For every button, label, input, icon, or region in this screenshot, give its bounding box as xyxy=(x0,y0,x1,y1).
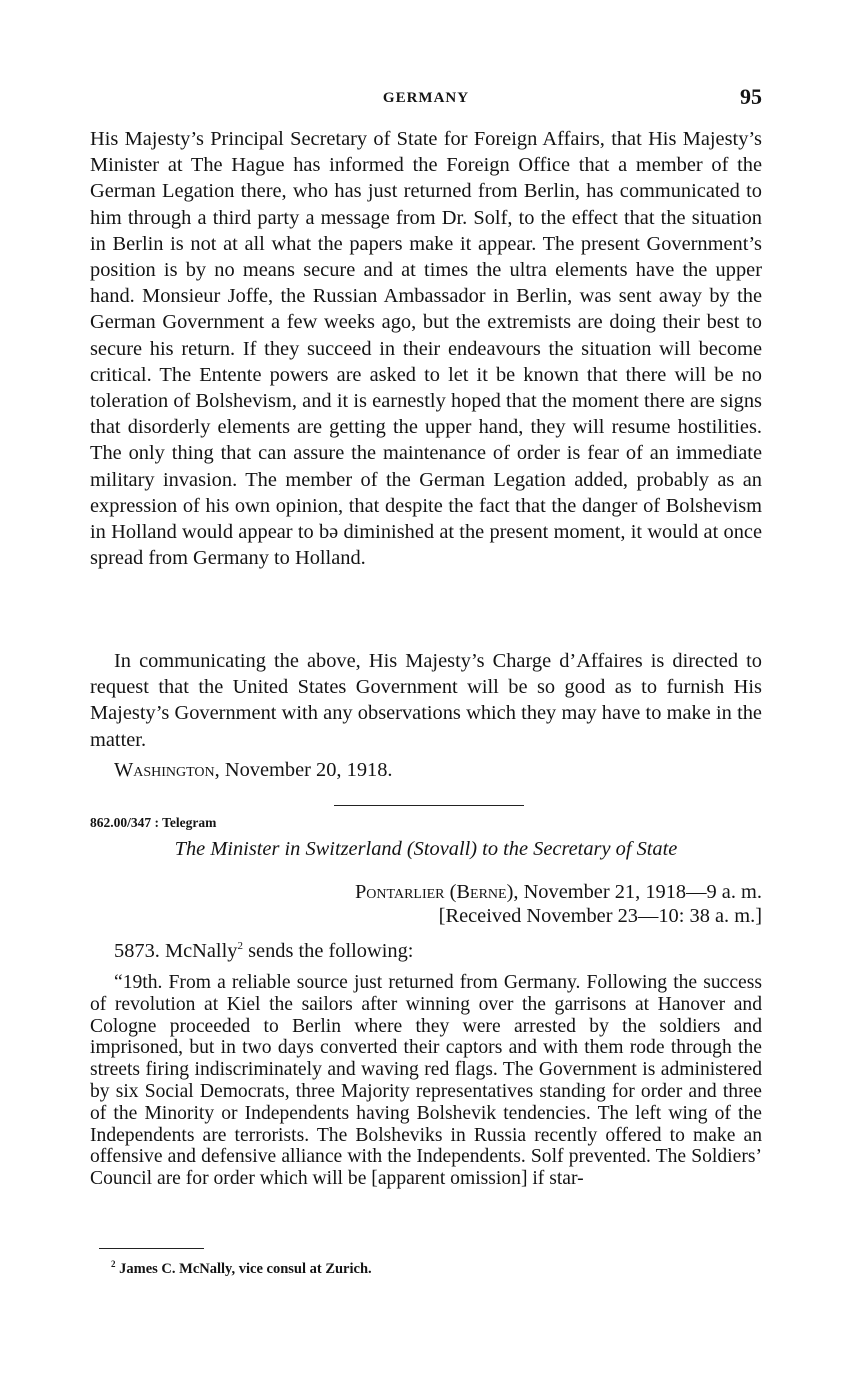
message-paragraph-2: In communicating the above, His Majesty’s Charge d’Affaires is directed to request that the United States Government will be so good as to furnish His Majesty’s Government with any observations which they may have to make in the matter. xyxy=(90,650,762,751)
file-reference: 862.00/347 : Telegram xyxy=(90,815,217,830)
sent-date: November 21, 1918—9 a. m. xyxy=(523,881,762,903)
origin-place: Pontarlier xyxy=(354,881,445,903)
footnote xyxy=(111,1261,372,1278)
footnote-text: James C. McNally, vice consul at Zurich. xyxy=(119,1261,372,1277)
footnote-mark: 2 xyxy=(111,1259,116,1269)
message-paragraph-1: His Majesty’s Principal Secretary of State for Foreign Affairs, that His Majesty’s Minister at The Hague has informed the Foreign Office that a member of the German Legation there, who has just returned from Berlin, has communicated to him through a third party a message from Dr. Solf, to the effect that the situation in Berlin is not at all what the papers make it appear. The present Government’s position is by no means secure and at times the ultra elements have the upper hand. Monsieur Joffe, the Russian Ambassador in Berlin, was sent away by the German Government a few weeks ago, but the extremists are doing their best to secure his return. If they succeed in their endeavours the situation will become critical. The Entente powers are asked to let it be known that there will be no toleration of Bolshevism, and it is earnestly hoped that the moment there are signs that disorderly elements are getting the upper hand, they will resume hostilities. The only thing that can assure the maintenance of order is fear of an immediate military invasion. The member of the German Legation added, probably as an expression of his own opinion, that despite the fact that the danger of Bolshevism in Holland would appear to bә diminished at the present moment, it would at once spread from Germany to Holland. xyxy=(90,128,762,570)
telegram-number-text-end: sends the following: xyxy=(248,940,414,962)
document-heading: The Minister in Switzerland (Stovall) to the Secretary of State xyxy=(174,838,678,860)
section-divider xyxy=(334,805,524,806)
telegram-number-line xyxy=(114,940,413,963)
received-line: [Received November 23—10: 38 a. m.] xyxy=(438,905,762,927)
running-head xyxy=(90,86,762,114)
telegram-number-text: 5873. McNally xyxy=(114,940,238,962)
dateline xyxy=(114,759,393,782)
quoted-paragraph: “19th. From a reliable source just returned from Germany. Following the success of revolution at Kiel the sailors after winning over the garrisons at Hanover and Cologne proceeded to Berlin where they were arrested by the soldiers and imprisoned, but in two days converted their captors and with them rode through the streets firing indiscriminately and waving red flags. The Government is administered by six Social Democrats, three Majority representatives standing for order and three of the Minority or Independents having Bolshevik tendencies. The left wing of the Independents are terrorists. The Bolsheviks in Russia recently offered to make an offensive and defensive alliance with the Independents. Solf prevented. The Soldiers’ Council are for order which will be [apparent omission] if star- xyxy=(90,972,762,1190)
footnote-reference: 2 xyxy=(237,940,243,952)
origin-place-paren: (Berne), xyxy=(449,881,519,903)
place-and-date xyxy=(355,881,762,904)
page-number: 95 xyxy=(740,84,762,109)
running-title: GERMANY xyxy=(382,90,470,106)
dateline-date: November 20, 1918. xyxy=(224,759,393,781)
dateline-place: Washington, xyxy=(114,759,220,781)
footnote-rule xyxy=(99,1248,204,1249)
